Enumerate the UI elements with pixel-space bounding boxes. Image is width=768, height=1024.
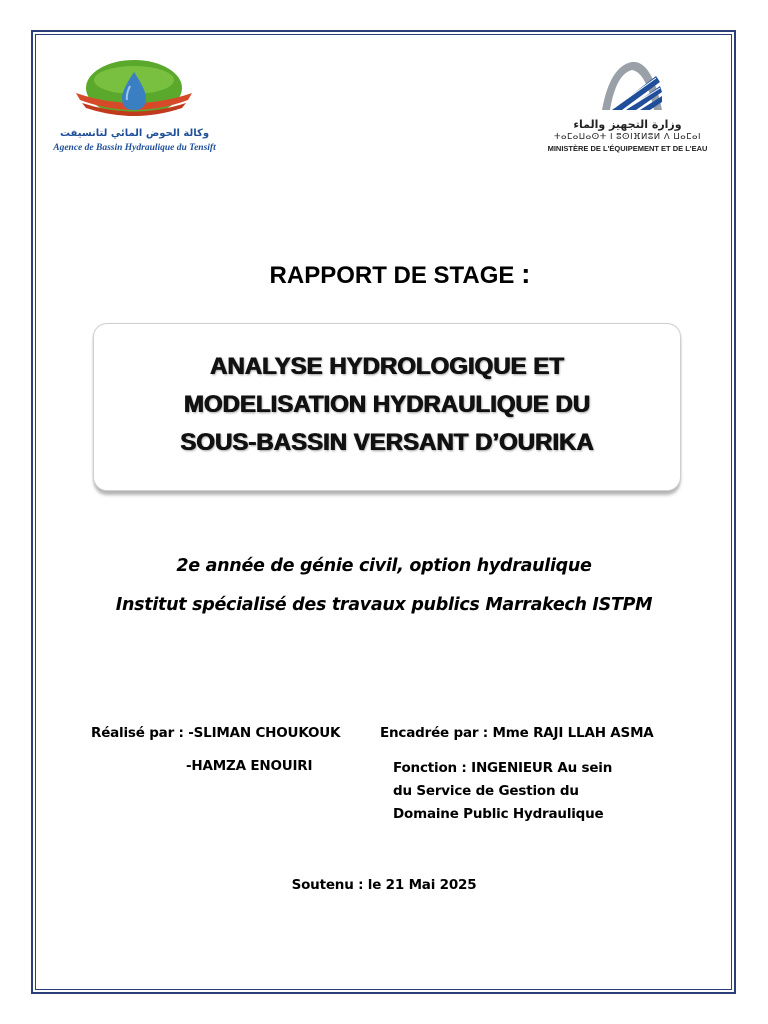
page-border-inner	[35, 34, 732, 990]
report-heading	[0, 258, 768, 290]
ministry-arabic-name: وزارة التجهيز والماء	[573, 118, 682, 131]
abht-arabic-name: وكالة الحوض المائي لتانسيفت	[59, 128, 210, 139]
ministry-logo	[540, 58, 715, 158]
institute-line: Institut spécialisé des travaux publics Marrakech ISTPM	[115, 595, 653, 615]
realise-par: Réalisé par : -SLIMAN CHOUKOUK	[91, 725, 341, 741]
title-line-1: ANALYSE HYDROLOGIQUE ET	[210, 353, 564, 380]
title-line-3: SOUS-BASSIN VERSANT D’OURIKA	[180, 429, 594, 456]
supervisor-function	[393, 757, 612, 826]
title-box	[93, 323, 681, 491]
defense-date: Soutenu : le 21 Mai 2025	[291, 877, 477, 893]
ministry-french-name: MINISTÈRE DE L'ÉQUIPEMENT ET DE L'EAU	[547, 144, 708, 153]
fonction-line-1: Fonction : INGENIEUR Au sein	[393, 760, 613, 776]
program-line: 2e année de génie civil, option hydraulique	[176, 556, 592, 576]
abht-emblem-icon	[52, 58, 217, 128]
ministry-arch-icon	[540, 58, 715, 116]
title-line-2: MODELISATION HYDRAULIQUE DU	[183, 391, 591, 418]
ministry-tifinagh-name: ⵜⴰⵎⴰⵡⴰⵙⵜ ⵏ ⵓⵙⵏⴼⵍⵓⵍ ⴷ ⵡⴰⵎⴰⵏ	[554, 132, 701, 142]
report-heading-label: RAPPORT DE STAGE	[269, 262, 515, 289]
abht-logo	[52, 58, 217, 158]
abht-french-name: Agence de Bassin Hydraulique du Tensift	[53, 143, 216, 153]
encadree-par: Encadrée par : Mme RAJI LLAH ASMA	[380, 725, 654, 741]
report-heading-colon: :	[521, 258, 531, 289]
report-title	[94, 348, 680, 462]
student-2: -HAMZA ENOUIRI	[186, 758, 313, 774]
fonction-line-2: du Service de Gestion du	[393, 783, 579, 799]
fonction-line-3: Domaine Public Hydraulique	[393, 806, 604, 822]
